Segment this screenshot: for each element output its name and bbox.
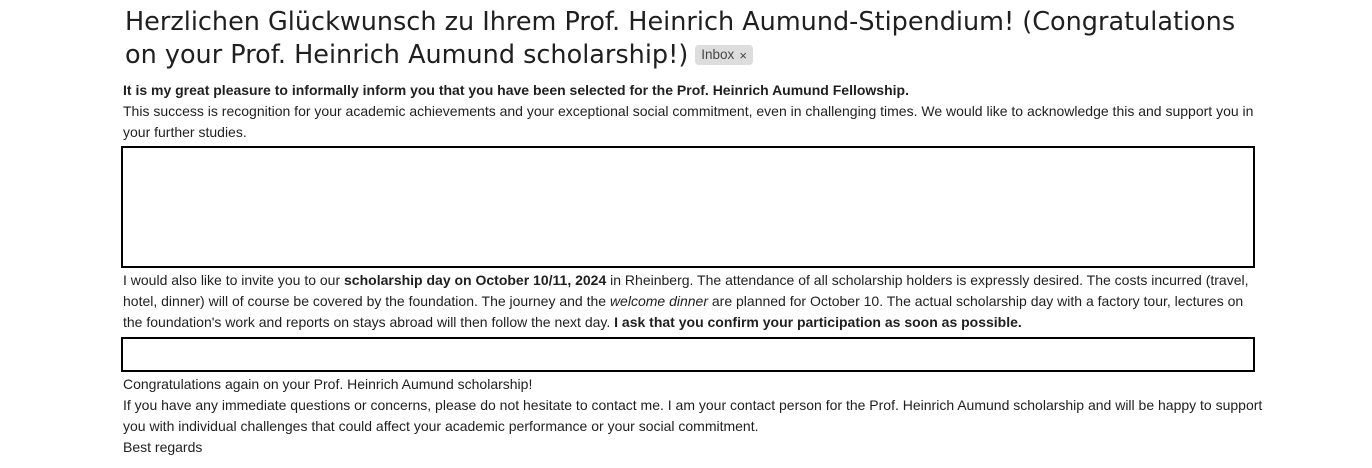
- contact-offer-text: If you have any immediate questions or concerns, please do not hesitate to contact me. I am your contact person for the Prof. Heinrich Aumund scholarship and will be happy to support you with individual challenges that could affect your academic performance or your social commitment.: [123, 397, 1263, 434]
- email-paragraph-closing: [123, 374, 1263, 458]
- remove-label-icon[interactable]: ×: [739, 47, 747, 63]
- redacted-block-large: [121, 146, 1255, 268]
- welcome-dinner-text: welcome dinner: [609, 293, 708, 309]
- scholarship-day-date: scholarship day on October 10/11, 2024: [344, 272, 607, 288]
- invitation-text-2: in Rheinberg. The attendance of all scholarship holders is expressly desired. The costs incurred (travel, hotel, dinner) will of course be covered by the foundation. The journey and the: [123, 272, 1249, 309]
- inbox-label-chip[interactable]: [695, 45, 753, 65]
- congratulations-again: Congratulations again on your Prof. Heinrich Aumund scholarship!: [123, 376, 533, 392]
- email-paragraph-intro: [123, 80, 1263, 143]
- inbox-label-text: Inbox: [701, 47, 735, 62]
- subject-text: Herzlichen Glückwunsch zu Ihrem Prof. Heinrich Aumund-Stipendium! (Congratulations on your Prof. Heinrich Aumund scholarship!): [125, 7, 1236, 70]
- redacted-block-small: [121, 337, 1255, 372]
- confirm-participation-request: I ask that you confirm your participation as soon as possible.: [614, 314, 1022, 330]
- selection-announcement: It is my great pleasure to informally inform you that you have been selected for the Prof. Heinrich Aumund Fellowship.: [123, 82, 909, 98]
- invitation-text-1: I would also like to invite you to our: [123, 272, 345, 288]
- email-paragraph-invitation: [123, 270, 1263, 333]
- sign-off: Best regards: [123, 439, 203, 455]
- email-subject: [125, 6, 1255, 72]
- invitation-text-3: are planned for October 10. The actual scholarship day with a factory tour, lectures on the foundation's work and reports on stays abroad will then follow the next day.: [123, 293, 1244, 330]
- recognition-text: This success is recognition for your academic achievements and your exceptional social commitment, even in challenging times. We would like to acknowledge this and support you in your further studies.: [123, 103, 1254, 140]
